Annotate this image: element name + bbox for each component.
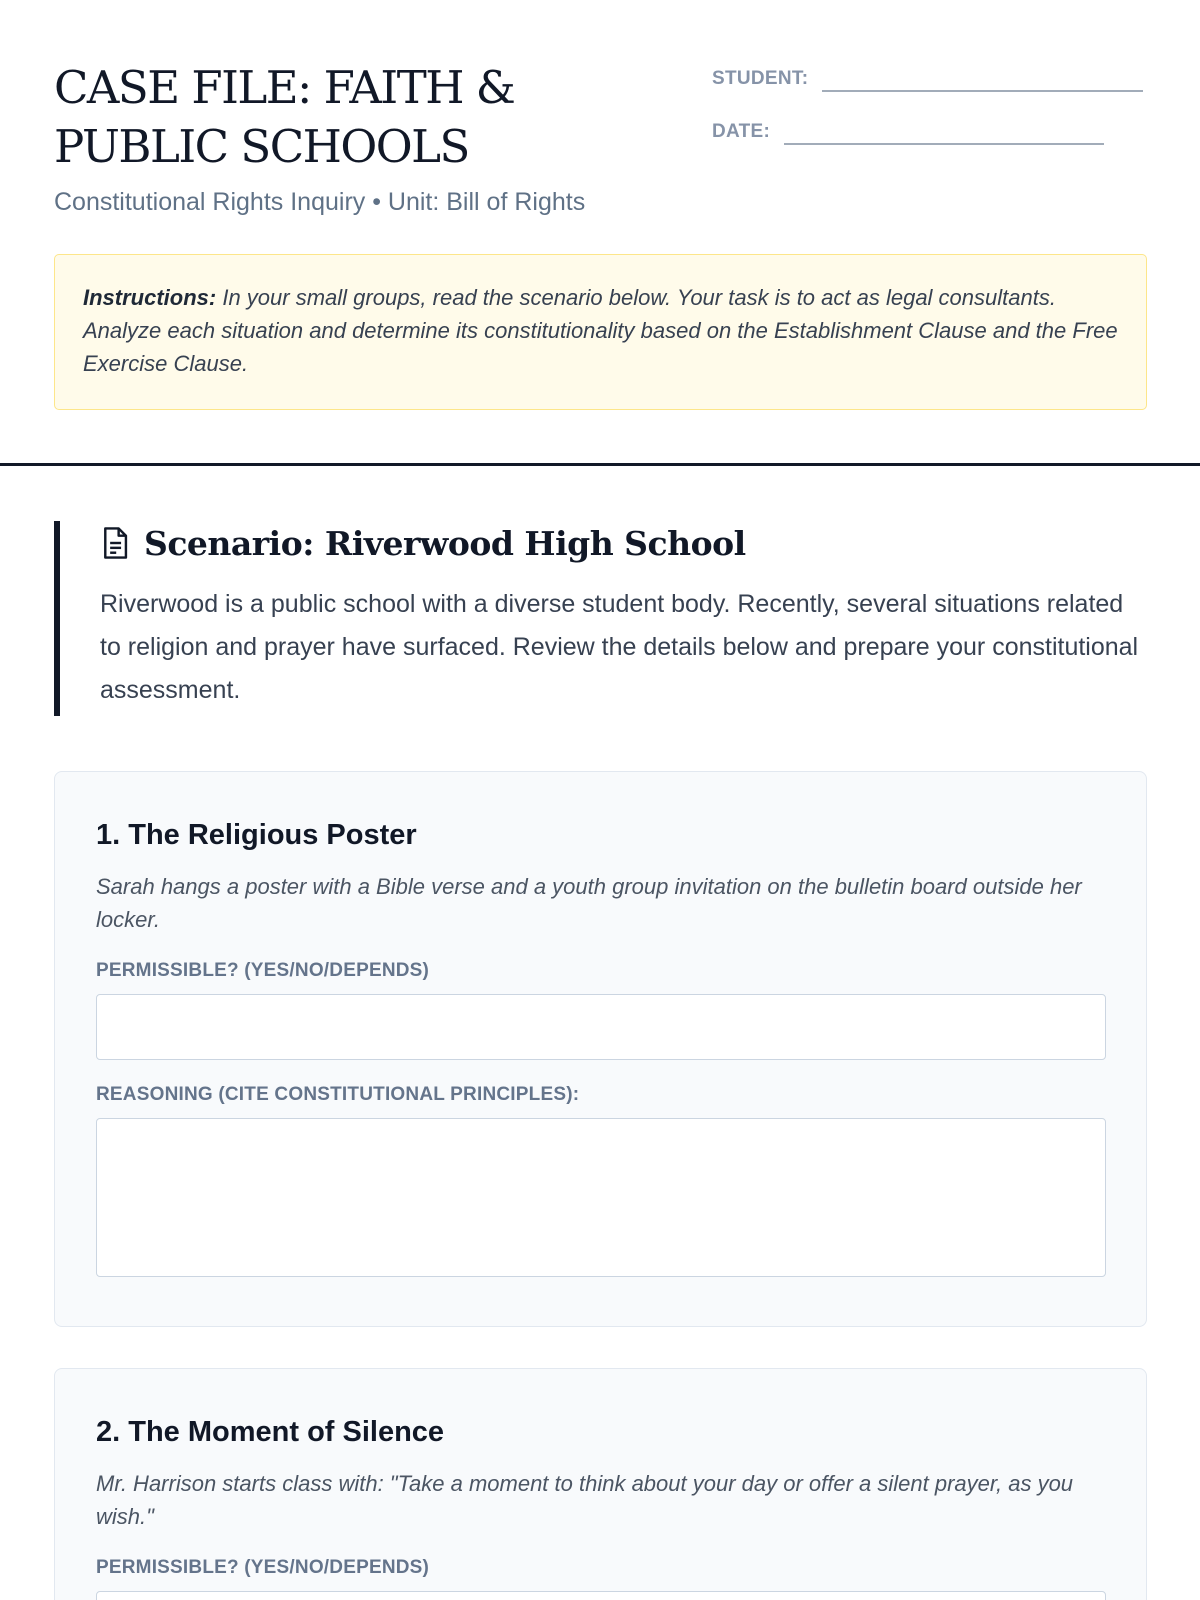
student-meta [712, 60, 1147, 166]
permissible-input[interactable] [96, 1591, 1106, 1600]
scenario-section [54, 521, 1147, 716]
case-description: Mr. Harrison starts class with: "Take a moment to think about your day or offer a silent prayer, as you wish." [96, 1471, 1074, 1529]
page-subtitle: Constitutional Rights Inquiry • Unit: Bill of Rights [54, 188, 586, 216]
scenario-title: Scenario: Riverwood High School [144, 523, 746, 563]
worksheet-header [54, 58, 1147, 217]
reasoning-label: REASONING (CITE CONSTITUTIONAL PRINCIPLES): [96, 1084, 580, 1105]
reasoning-textarea[interactable] [96, 1118, 1106, 1277]
case-card [54, 1368, 1147, 1600]
instructions-text: In your small groups, read the scenario below. Your task is to act as legal consultants. Analyze each situation and determine its constitutionality based on the Establishment Clause and the Free Exercise Clause. [83, 285, 1118, 376]
case-description: Sarah hangs a poster with a Bible verse and a youth group invitation on the bulletin board outside her locker. [96, 874, 1082, 932]
student-name-line[interactable] [822, 90, 1143, 92]
date-row [712, 113, 1147, 147]
section-divider [0, 463, 1200, 466]
scenario-body: Riverwood is a public school with a diverse student body. Recently, several situations related to religion and prayer have surfaced. Review the details below and prepare your constitutional assessment. [100, 590, 1139, 704]
permissible-label: PERMISSIBLE? (YES/NO/DEPENDS) [96, 960, 430, 981]
student-label: STUDENT: [712, 68, 809, 89]
instructions-lead: Instructions: [83, 285, 217, 310]
permissible-input[interactable] [96, 994, 1106, 1060]
date-line[interactable] [784, 143, 1104, 145]
case-card [54, 771, 1147, 1327]
case-title: 2. The Moment of Silence [96, 1416, 445, 1448]
instructions-box [54, 254, 1147, 410]
date-label: DATE: [712, 121, 771, 142]
case-title: 1. The Religious Poster [96, 819, 417, 851]
student-row [712, 60, 1147, 94]
page-title: CASE FILE: FAITH & PUBLIC SCHOOLS [54, 61, 515, 173]
document-icon [100, 526, 130, 560]
scenario-header [100, 523, 1147, 563]
permissible-label: PERMISSIBLE? (YES/NO/DEPENDS) [96, 1557, 430, 1578]
